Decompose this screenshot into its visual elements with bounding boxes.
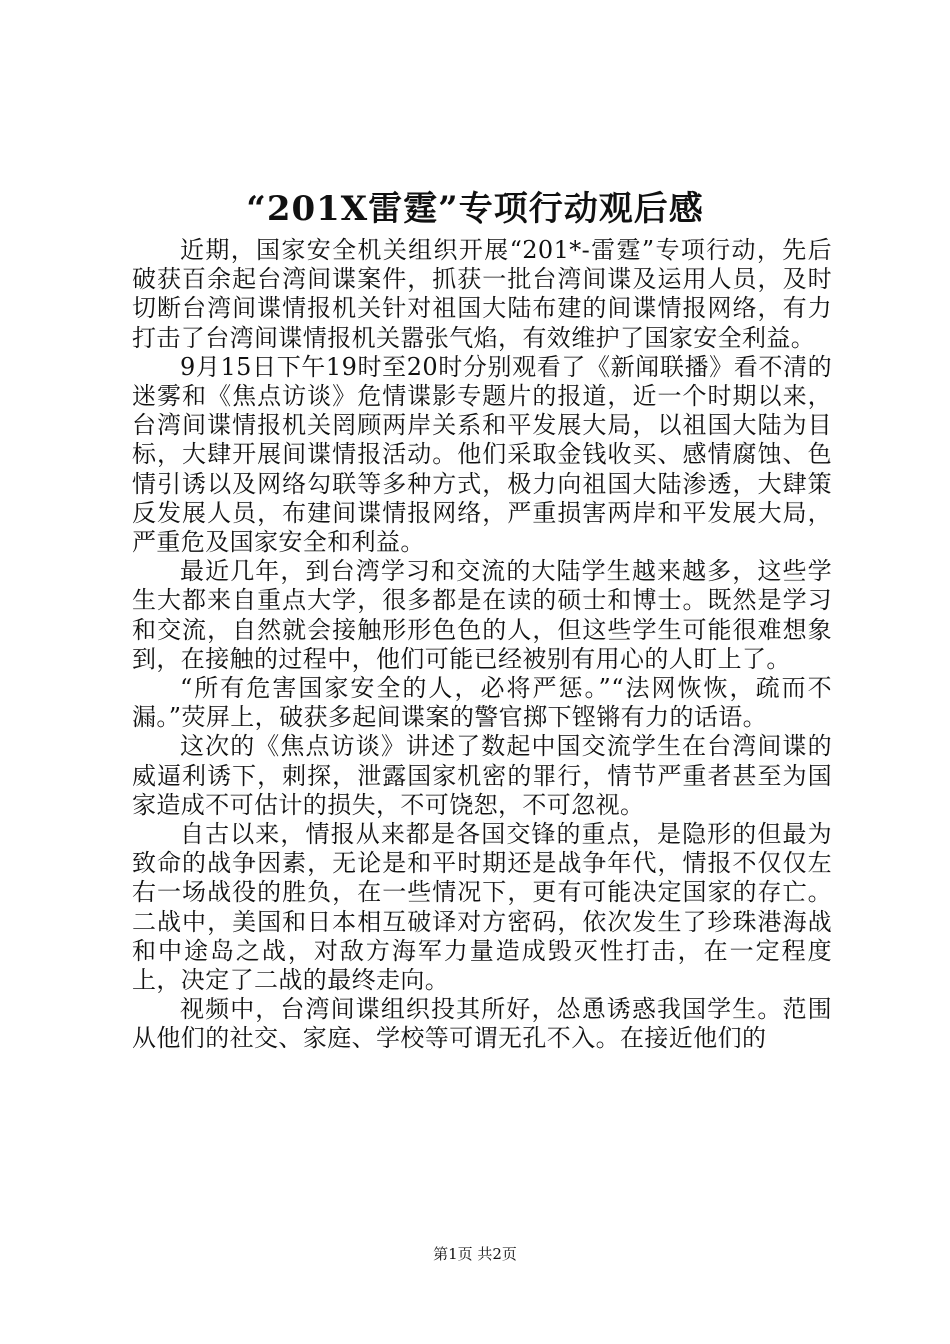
paragraph: 这次的《焦点访谈》讲述了数起中国交流学生在台湾间谍的威逼利诱下，刺探，泄露国家机密的罪行，情节严重者甚至为国家造成不可估计的损失，不可饶恕，不可忽视。: [132, 732, 832, 819]
page-number-footer: 第1页 共2页: [433, 1245, 517, 1263]
paragraph: 自古以来，情报从来都是各国交锋的重点，是隐形的但最为致命的战争因素，无论是和平时期还是战争年代，情报不仅仅左右一场战役的胜负，在一些情况下，更有可能决定国家的存亡。二战中，美国和日本相互破译对方密码，依次发生了珍珠港海战和中途岛之战，对敌方海军力量造成毁灭性打击，在一定程度上，决定了二战的最终走向。: [132, 820, 832, 995]
paragraph: 9月15日下午19时至20时分别观看了《新闻联播》看不清的迷雾和《焦点访谈》危情谍影专题片的报道，近一个时期以来，台湾间谍情报机关罔顾两岸关系和平发展大局，以祖国大陆为目标，大肆开展间谍情报活动。他们采取金钱收买、感情腐蚀、色情引诱以及网络勾联等多种方式，极力向祖国大陆渗透，大肆策反发展人员，布建间谍情报网络，严重损害两岸和平发展大局，严重危及国家安全和利益。: [132, 352, 832, 557]
paragraph: 视频中，台湾间谍组织投其所好，怂恿诱惑我国学生。范围从他们的社交、家庭、学校等可谓无孔不入。在接近他们的: [132, 995, 832, 1053]
document-body: [132, 236, 832, 1054]
document-title: “201X雷霆”专项行动观后感: [246, 189, 704, 229]
paragraph: “所有危害国家安全的人，必将严惩。”“法网恢恢，疏而不漏。”荧屏上，破获多起间谍案的警官掷下铿锵有力的话语。: [132, 674, 832, 732]
paragraph: 最近几年，到台湾学习和交流的大陆学生越来越多，这些学生大都来自重点大学，很多都是在读的硕士和博士。既然是学习和交流，自然就会接触形形色色的人，但这些学生可能很难想象到，在接触的过程中，他们可能已经被别有用心的人盯上了。: [132, 557, 832, 673]
paragraph: 近期，国家安全机关组织开展“201*-雷霆”专项行动，先后破获百余起台湾间谍案件，抓获一批台湾间谍及运用人员，及时切断台湾间谍情报机关针对祖国大陆布建的间谍情报网络，有力打击了台湾间谍情报机关嚣张气焰，有效维护了国家安全利益。: [132, 236, 832, 352]
